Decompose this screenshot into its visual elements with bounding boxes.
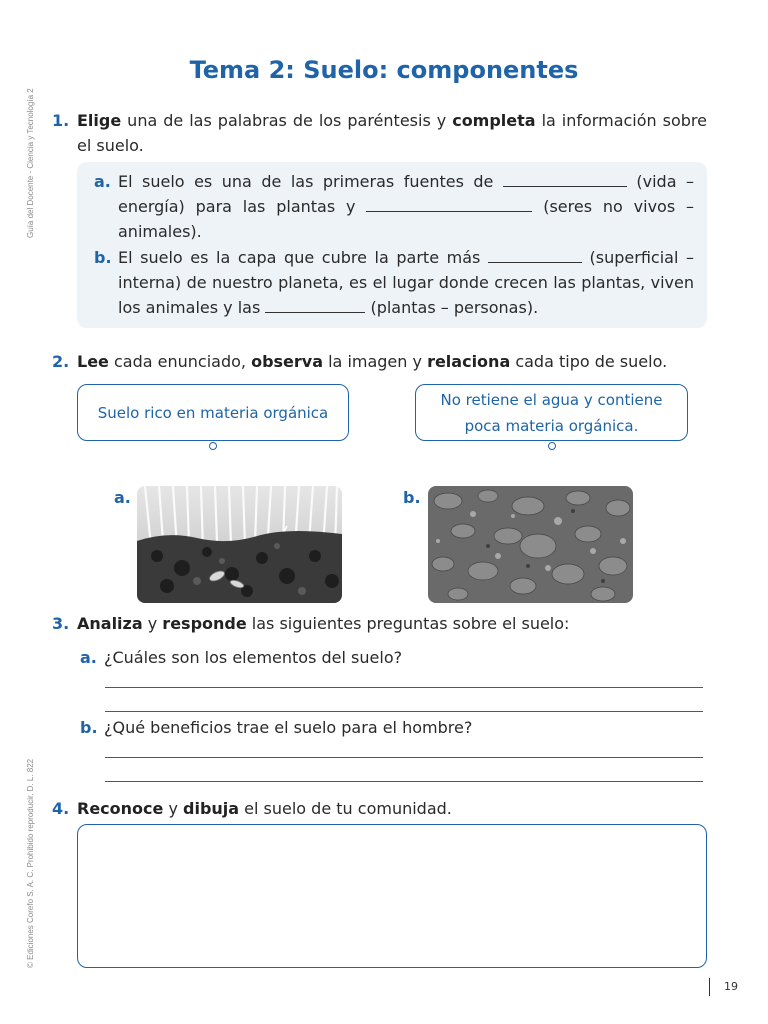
q2-text1: cada enunciado,: [108, 352, 252, 371]
q4-text2: el suelo de tu comunidad.: [239, 799, 452, 818]
rocky-soil-image: [428, 486, 633, 603]
q3a-answer-line-2[interactable]: [105, 711, 703, 712]
sidebar-top-label: Guía del Docente - Ciencia y Tecnología 2: [26, 88, 35, 238]
q3a-question: ¿Cuáles son los elementos del suelo?: [104, 648, 403, 667]
q1a-blank-2[interactable]: [366, 197, 532, 212]
page-number: 19: [724, 980, 738, 993]
q2-verb-observa: observa: [251, 352, 324, 371]
sidebar-copyright: [6, 718, 66, 978]
q1-verb-completa: completa: [452, 111, 536, 130]
q2-instruction: [77, 349, 717, 374]
q4-number: 4.: [52, 799, 70, 818]
q4-text1: y: [163, 799, 184, 818]
q1a-part3: (seres no vivos – animales).: [118, 197, 695, 241]
q1b-letter: b.: [94, 248, 112, 267]
q1b-part1: El suelo es la capa que cubre la parte más: [118, 248, 488, 267]
q3-text1: y: [142, 614, 163, 633]
q1-text2: la información sobre el suelo.: [77, 111, 707, 155]
q3-verb-responde: responde: [162, 614, 247, 633]
match-card-organic[interactable]: [77, 384, 349, 441]
match-card-rocky-text: No retiene el agua y contiene poca materia orgánica.: [440, 390, 663, 435]
q3-number: 3.: [52, 614, 70, 633]
q1b-blank-1[interactable]: [488, 248, 582, 263]
q1a-part1: El suelo es una de las primeras fuentes de: [118, 172, 503, 191]
page-number-divider: [709, 978, 710, 996]
drawing-area[interactable]: [77, 824, 707, 968]
q1a-part2: (vida – energía) para las plantas y: [118, 172, 694, 216]
q1a-letter: a.: [94, 172, 111, 191]
q3a-letter: a.: [80, 648, 97, 667]
q1b-blank-2[interactable]: [265, 298, 365, 313]
q1-verb-elige: Elige: [77, 111, 122, 130]
q3b-answer-line-2[interactable]: [105, 781, 703, 782]
q1a-statement: [118, 169, 694, 244]
q3-text2: las siguientes preguntas sobre el suelo:: [246, 614, 570, 633]
q3-instruction: [77, 611, 717, 636]
q3b-letter: b.: [80, 718, 98, 737]
q1b-part3: (plantas – personas).: [365, 298, 539, 317]
page-title: Tema 2: Suelo: componentes: [189, 56, 579, 84]
q2-verb-relaciona: relaciona: [427, 352, 511, 371]
q1b-statement: [118, 245, 694, 320]
q3b-answer-line-1[interactable]: [105, 757, 703, 758]
q1b-part2: (superficial – interna) de nuestro planeta, es el lugar donde crecen las plantas, viven los animales y las: [118, 248, 694, 317]
photo-rocky-soil: [428, 486, 633, 603]
photo-organic-soil: [137, 486, 342, 603]
q1-number: 1.: [52, 111, 70, 130]
organic-soil-image: [137, 486, 342, 603]
q2-verb-lee: Lee: [77, 352, 109, 371]
q2-text3: cada tipo de suelo.: [510, 352, 668, 371]
photo-a-label: a.: [114, 488, 131, 507]
q3-verb-analiza: Analiza: [77, 614, 143, 633]
photo-b-label: b.: [403, 488, 421, 507]
q1-text1: una de las palabras de los paréntesis y: [121, 111, 453, 130]
q2-text2: la imagen y: [323, 352, 428, 371]
q1-instruction: [77, 108, 707, 158]
match-dot-card2[interactable]: [548, 442, 556, 450]
match-card-rocky[interactable]: [415, 384, 688, 441]
q2-number: 2.: [52, 352, 70, 371]
q4-instruction: [77, 796, 452, 821]
q4-verb-dibuja: dibuja: [183, 799, 240, 818]
match-dot-card1[interactable]: [209, 442, 217, 450]
q4-verb-reconoce: Reconoce: [77, 799, 164, 818]
q1a-blank-1[interactable]: [503, 172, 627, 187]
q3a-answer-line-1[interactable]: [105, 687, 703, 688]
q3b-question: ¿Qué beneficios trae el suelo para el hombre?: [104, 718, 473, 737]
match-card-organic-text: Suelo rico en materia orgánica: [97, 403, 329, 422]
sidebar-bottom-label: © Ediciones Corefo S. A. C. Prohibido reproducir. D. L. 822: [26, 758, 35, 968]
